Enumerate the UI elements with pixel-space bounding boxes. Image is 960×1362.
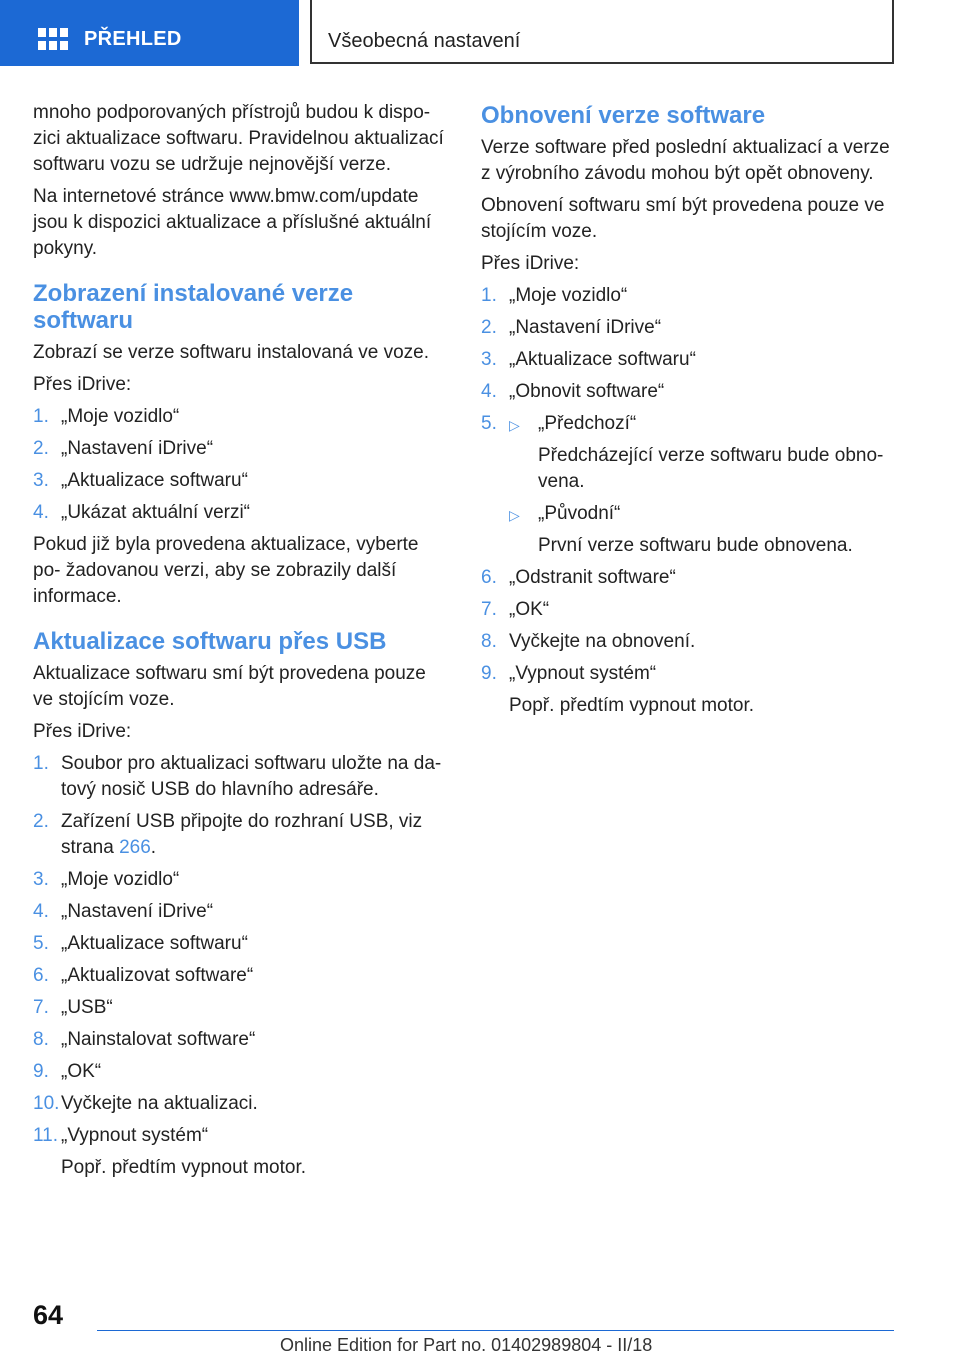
step-text: „Aktualizace softwaru“: [61, 933, 248, 954]
step-number: 6.: [33, 965, 49, 986]
step-number: 3.: [481, 349, 497, 370]
option-list: [509, 411, 891, 559]
list-item: [481, 315, 891, 341]
step-number: 1.: [33, 406, 49, 427]
installed-steps-list: [33, 404, 448, 526]
option-item: [509, 411, 891, 495]
step-number: 10.: [33, 1093, 60, 1114]
page-link-266[interactable]: 266: [119, 837, 151, 858]
list-item: [33, 1091, 448, 1117]
step-text: „Odstranit software“: [509, 567, 676, 588]
step-note: Popř. předtím vypnout motor.: [61, 1157, 307, 1178]
list-item: [481, 565, 891, 591]
step-number: 1.: [481, 285, 497, 306]
step-number: 7.: [481, 599, 497, 620]
list-item: [33, 436, 448, 462]
step-number: 8.: [33, 1029, 49, 1050]
footer-edition: Online Edition for Part no. 01402989804 - II/18: [280, 1335, 653, 1355]
list-item: [33, 500, 448, 526]
right-column: [481, 100, 891, 725]
step-text: „Nastavení iDrive“: [61, 901, 214, 922]
restore-steps-list: [481, 283, 891, 719]
via-idrive-label: Přes iDrive:: [33, 374, 132, 395]
step-text: „USB“: [61, 997, 113, 1018]
grid-icon: [38, 28, 68, 52]
list-item: [481, 411, 891, 559]
step-text: Vyčkejte na obnovení.: [509, 631, 696, 652]
step-text: „OK“: [509, 599, 550, 620]
step-note: Popř. předtím vypnout motor.: [509, 695, 755, 716]
triangle-right-icon: ▷: [509, 417, 520, 433]
step-number: 5.: [33, 933, 49, 954]
section-tab[interactable]: [310, 0, 894, 64]
step-number: 8.: [481, 631, 497, 652]
step-number: 9.: [481, 663, 497, 684]
step-text: „Aktualizovat software“: [61, 965, 254, 986]
step-text: „Moje vozidlo“: [509, 285, 628, 306]
list-item: [33, 468, 448, 494]
option-text: „Předchozí“: [538, 413, 637, 434]
step-text: „Nastavení iDrive“: [61, 438, 214, 459]
intro-paragraph-2: Na internetové stránce www.bmw.com/update jsou k dispozici aktualizace a příslušné aktuální pokyny.: [33, 186, 432, 259]
step-number: 2.: [33, 811, 49, 832]
step-text: „Aktualizace softwaru“: [509, 349, 696, 370]
step-number: 6.: [481, 567, 497, 588]
list-item: [33, 1123, 448, 1181]
list-item: [481, 379, 891, 405]
step-number: 5.: [481, 413, 497, 434]
heading-installed-version: Zobrazení instalované verze softwaru: [33, 280, 354, 334]
step-number: 7.: [33, 997, 49, 1018]
triangle-right-icon: ▷: [509, 507, 520, 523]
list-item: [481, 597, 891, 623]
list-item: [481, 629, 891, 655]
heading-usb-update: Aktualizace softwaru přes USB: [33, 628, 387, 655]
option-text: „Původní“: [538, 503, 621, 524]
list-item: [33, 809, 448, 861]
page-header: [0, 0, 960, 66]
list-item: [33, 751, 448, 803]
step-text: „Aktualizace softwaru“: [61, 470, 248, 491]
list-item: [33, 1027, 448, 1053]
step-text: „Obnovit software“: [509, 381, 665, 402]
heading-restore-software: Obnovení verze software: [481, 102, 766, 129]
step-text: „OK“: [61, 1061, 102, 1082]
list-item: [33, 404, 448, 430]
step-text: Vyčkejte na aktualizaci.: [61, 1093, 258, 1114]
step-number: 9.: [33, 1061, 49, 1082]
footer-divider: [97, 1330, 894, 1331]
list-item: [33, 963, 448, 989]
usb-paragraph: Aktualizace softwaru smí být provedena pouze ve stojícím voze.: [33, 663, 426, 710]
page-number: 64: [33, 1300, 64, 1330]
restore-paragraph-2: Obnovení softwaru smí být provedena pouze ve stojícím voze.: [481, 195, 885, 242]
step-number: 4.: [33, 502, 49, 523]
installed-after-paragraph: Pokud již byla provedena aktualizace, vyberte po- žadovanou verzi, aby se zobrazily další informace.: [33, 534, 419, 607]
step-number: 2.: [481, 317, 497, 338]
list-item: [481, 347, 891, 373]
step-text: Zařízení USB připojte do rozhraní USB, viz strana: [61, 811, 423, 858]
step-number: 3.: [33, 470, 49, 491]
list-item: [33, 1059, 448, 1085]
option-item: [509, 501, 891, 559]
list-item: [481, 661, 891, 719]
overview-tab[interactable]: [0, 0, 299, 66]
left-column: [33, 100, 448, 1187]
step-text: „Vypnout systém“: [509, 663, 657, 684]
step-number: 2.: [33, 438, 49, 459]
overview-label: PŘEHLED: [84, 28, 182, 50]
step-text: „Nainstalovat software“: [61, 1029, 256, 1050]
option-note: Předcházející verze softwaru bude obno- vena.: [538, 445, 884, 492]
list-item: [33, 867, 448, 893]
step-text: „Vypnout systém“: [61, 1125, 209, 1146]
list-item: [33, 899, 448, 925]
usb-steps-list: [33, 751, 448, 1181]
intro-paragraph-1: mnoho podporovaných přístrojů budou k dispo- zici aktualizace softwaru. Pravidelnou aktualizací softwaru vozu se udržuje nejnovější verze.: [33, 102, 444, 175]
installed-paragraph: Zobrazí se verze softwaru instalovaná ve voze.: [33, 342, 430, 363]
step-number: 11.: [33, 1125, 59, 1146]
step-text: Soubor pro aktualizaci softwaru uložte na da- tový nosič USB do hlavního adresáře.: [61, 753, 442, 800]
option-note: První verze softwaru bude obnovena.: [538, 535, 853, 556]
list-item: [481, 283, 891, 309]
step-text: „Moje vozidlo“: [61, 869, 180, 890]
list-item: [33, 995, 448, 1021]
restore-paragraph-1: Verze software před poslední aktualizací a verze z výrobního závodu mohou být opět obnoveny.: [481, 137, 890, 184]
step-number: 4.: [481, 381, 497, 402]
step-text: „Nastavení iDrive“: [509, 317, 662, 338]
via-idrive-label: Přes iDrive:: [33, 721, 132, 742]
section-title: Všeobecná nastavení: [328, 30, 521, 52]
step-text: „Moje vozidlo“: [61, 406, 180, 427]
via-idrive-label: Přes iDrive:: [481, 253, 580, 274]
list-item: [33, 931, 448, 957]
step-text: „Ukázat aktuální verzi“: [61, 502, 251, 523]
step-number: 1.: [33, 753, 49, 774]
step-number: 4.: [33, 901, 49, 922]
step-text-end: .: [150, 837, 157, 858]
step-number: 3.: [33, 869, 49, 890]
